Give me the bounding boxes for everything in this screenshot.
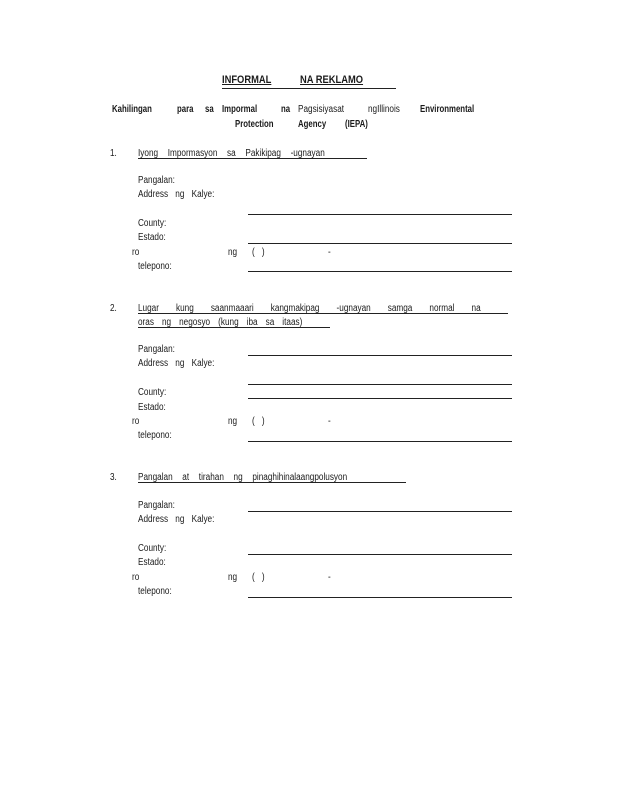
phone-field[interactable]	[248, 441, 512, 442]
county-field[interactable]	[248, 243, 512, 244]
subtitle-word: para	[177, 104, 194, 115]
subtitle-word: na	[281, 104, 291, 115]
phone-dash: -	[328, 416, 331, 427]
title-part1: INFORMAL	[222, 74, 272, 86]
phone-label: telepono:	[138, 586, 172, 597]
county-label: County:	[138, 387, 167, 398]
phone-ng: ng	[228, 247, 238, 258]
state-label: Estado:	[138, 557, 166, 568]
heading-underline	[138, 313, 508, 314]
name-label: Pangalan:	[138, 344, 175, 355]
phone-paren: ( )	[252, 416, 265, 427]
address-label: Address ng Kalye:	[138, 514, 215, 525]
address-field[interactable]	[248, 384, 512, 385]
phone-field[interactable]	[248, 597, 512, 598]
subtitle-word: (IEPA)	[345, 119, 368, 130]
phone-ng: ng	[228, 416, 238, 427]
state-label: Estado:	[138, 232, 166, 243]
name-field[interactable]	[248, 355, 512, 356]
subtitle-word: Environmental	[420, 104, 475, 115]
section-heading: Pangalan at tirahan ng pinaghihinalaangpolusyon	[138, 472, 348, 483]
section-number: 3.	[110, 472, 117, 483]
phone-field[interactable]	[248, 271, 512, 272]
name-label: Pangalan:	[138, 500, 175, 511]
state-label: Estado:	[138, 402, 166, 413]
county-label: County:	[138, 543, 167, 554]
subtitle-word: Pagsisiyasat	[298, 104, 345, 115]
name-field[interactable]	[248, 511, 512, 512]
address-field[interactable]	[248, 214, 512, 215]
county-label: County:	[138, 218, 167, 229]
phone-ng: ng	[228, 572, 238, 583]
phone-paren: ( )	[252, 247, 265, 258]
phone-prefix: ro	[132, 572, 140, 583]
phone-dash: -	[328, 572, 331, 583]
heading-underline	[138, 482, 406, 483]
subtitle-word: sa	[205, 104, 214, 115]
phone-prefix: ro	[132, 247, 140, 258]
address-label: Address ng Kalye:	[138, 358, 215, 369]
section-heading-line2: oras ng negosyo (kung iba sa itaas)	[138, 317, 303, 328]
title-underline	[222, 88, 396, 89]
subtitle-word: Impormal	[222, 104, 258, 115]
section-number: 1.	[110, 148, 117, 159]
county-field[interactable]	[248, 398, 512, 399]
heading-underline	[138, 327, 330, 328]
name-label: Pangalan:	[138, 175, 175, 186]
address-label: Address ng Kalye:	[138, 189, 215, 200]
phone-dash: -	[328, 247, 331, 258]
phone-prefix: ro	[132, 416, 140, 427]
subtitle-word: ngIllinois	[368, 104, 400, 115]
county-field[interactable]	[248, 554, 512, 555]
phone-label: telepono:	[138, 261, 172, 272]
phone-label: telepono:	[138, 430, 172, 441]
section-number: 2.	[110, 303, 117, 314]
section-heading: Iyong Impormasyon sa Pakikipag -ugnayan	[138, 148, 325, 159]
subtitle-word: Agency	[298, 119, 327, 130]
subtitle-word: Kahilingan	[112, 104, 152, 115]
title-part2: NA REKLAMO	[300, 74, 364, 86]
subtitle-word: Protection	[235, 119, 274, 130]
phone-paren: ( )	[252, 572, 265, 583]
section-heading: Lugar kung saanmaaari kangmakipag -ugnayan samga normal na	[138, 303, 481, 314]
heading-underline	[138, 158, 367, 159]
